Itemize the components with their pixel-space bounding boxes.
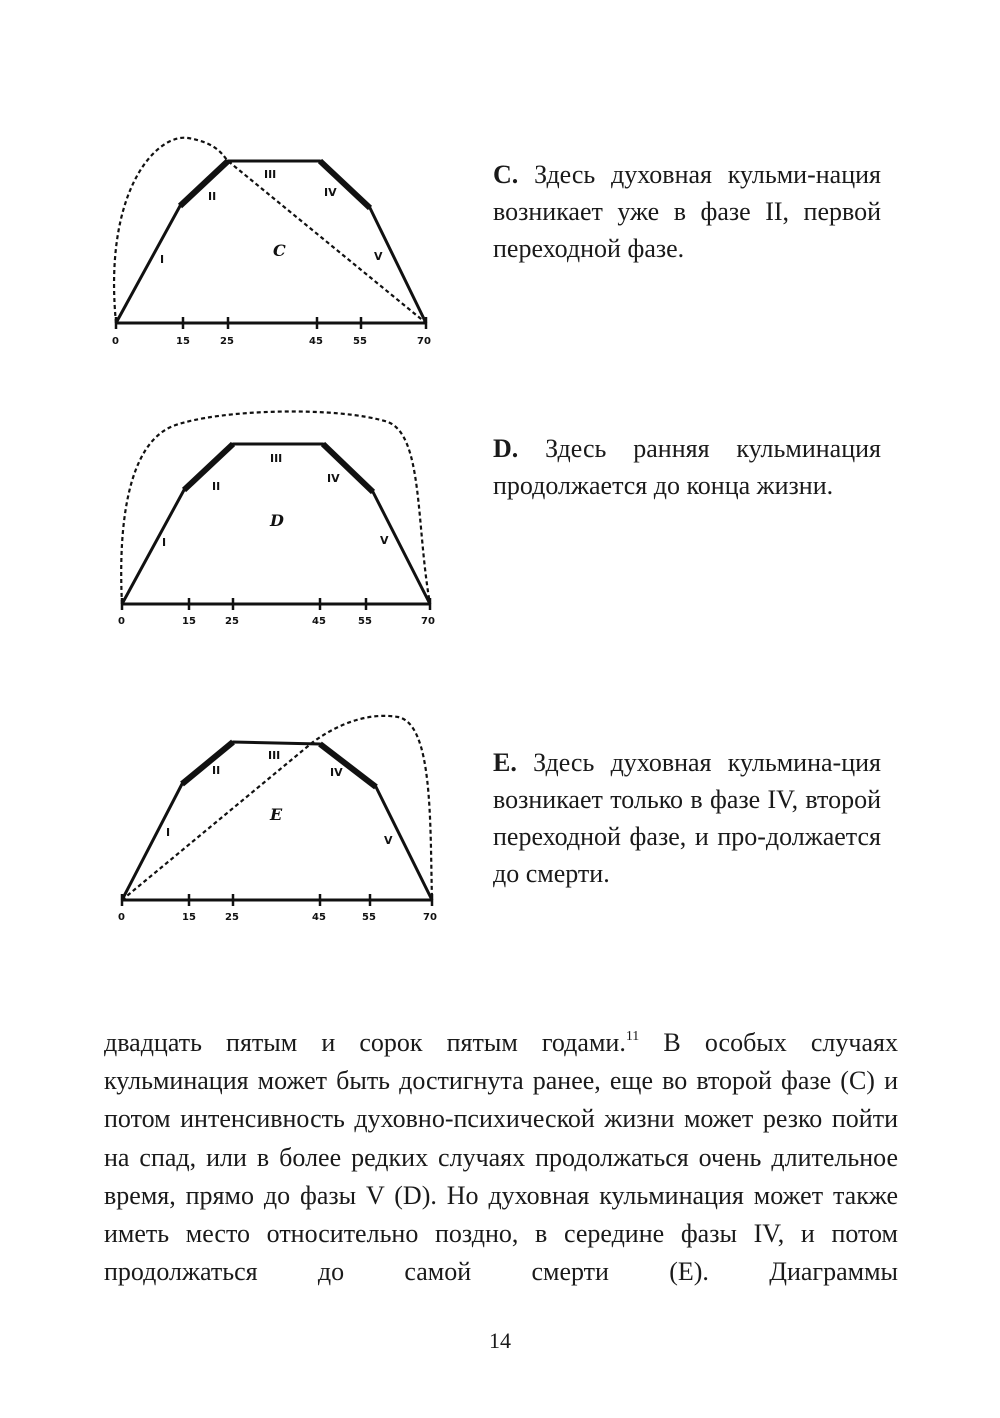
diagram-e [98, 702, 458, 932]
body-paragraph [104, 1024, 898, 1291]
tick-label: 55 [353, 336, 367, 347]
diagram-letter: E [270, 805, 283, 824]
tick-label: 45 [312, 616, 326, 627]
culmination-curve [114, 138, 426, 323]
tick-label: 25 [220, 336, 234, 347]
diagram-d [98, 404, 458, 634]
phase-label-i: I [166, 826, 171, 839]
diagram-c-figure [98, 128, 458, 358]
diagram-d-figure [98, 404, 458, 634]
tick-label: 55 [358, 616, 372, 627]
body-text-rest: В особых случаях кульминация может быть достигнута ранее, еще во второй фазе (C) и потом интенсивность духовно-психической жизни может резко пойти на спад, или в более редких случаях продолжаться очень длительное время, прямо до фазы V (D). Но духовная кульминация может также иметь место относительно поздно, в середине фазы IV, и потом продолжаться до самой смерти (E). Диаграммы [104, 1028, 898, 1287]
tick-label: 15 [176, 336, 190, 347]
phase-ii-segment [180, 161, 228, 206]
caption-letter: E. [493, 748, 517, 777]
phase-iv-segment [320, 744, 376, 787]
phase-curve [116, 161, 426, 323]
phase-label-ii: II [212, 480, 221, 493]
tick-label: 0 [118, 616, 125, 627]
caption-e [493, 744, 881, 892]
caption-d [493, 430, 881, 504]
tick-label: 45 [312, 912, 326, 923]
caption-c [493, 156, 881, 267]
diagram-e-figure [98, 702, 458, 932]
tick-label: 70 [417, 336, 431, 347]
caption-text: Здесь духовная кульмина-ция возникает только в фазе IV, второй переходной фазе, и про-должается до смерти. [493, 748, 881, 888]
phase-label-ii: II [208, 190, 217, 203]
tick-label: 0 [112, 336, 119, 347]
tick-label: 0 [118, 912, 125, 923]
phase-label-iii: III [268, 749, 281, 762]
diagram-letter: D [270, 511, 284, 530]
phase-iv-segment [320, 161, 370, 208]
tick-label: 25 [225, 912, 239, 923]
phase-label-v: V [374, 250, 383, 263]
phase-label-v: V [384, 834, 393, 847]
phase-label-v: V [380, 534, 389, 547]
tick-label: 55 [362, 912, 376, 923]
phase-label-iii: III [270, 452, 283, 465]
phase-label-iv: IV [327, 472, 340, 485]
phase-label-i: I [162, 536, 167, 549]
tick-label: 15 [182, 912, 196, 923]
body-text-start: двадцать пятым и сорок пятым годами. [104, 1028, 626, 1057]
tick-label: 15 [182, 616, 196, 627]
page-number: 14 [489, 1328, 511, 1353]
tick-label: 45 [309, 336, 323, 347]
phase-label-iv: IV [330, 766, 343, 779]
phase-label-iv: IV [324, 186, 337, 199]
phase-ii-segment [182, 742, 233, 784]
tick-label: 25 [225, 616, 239, 627]
diagram-letter: C [273, 241, 286, 260]
caption-letter: C. [493, 160, 519, 189]
culmination-curve [121, 411, 430, 604]
phase-ii-segment [184, 444, 233, 490]
tick-label: 70 [423, 912, 437, 923]
phase-label-i: I [160, 253, 165, 266]
footnote-ref[interactable]: 11 [625, 1029, 640, 1044]
diagram-c [98, 128, 458, 358]
tick-label: 70 [421, 616, 435, 627]
caption-text: Здесь духовная кульми-нация возникает уже в фазе II, первой переходной фазе. [493, 160, 881, 263]
caption-text: Здесь ранняя кульминация продолжается до конца жизни. [493, 434, 881, 500]
phase-label-ii: II [212, 764, 221, 777]
caption-letter: D. [493, 434, 519, 463]
phase-label-iii: III [264, 168, 277, 181]
